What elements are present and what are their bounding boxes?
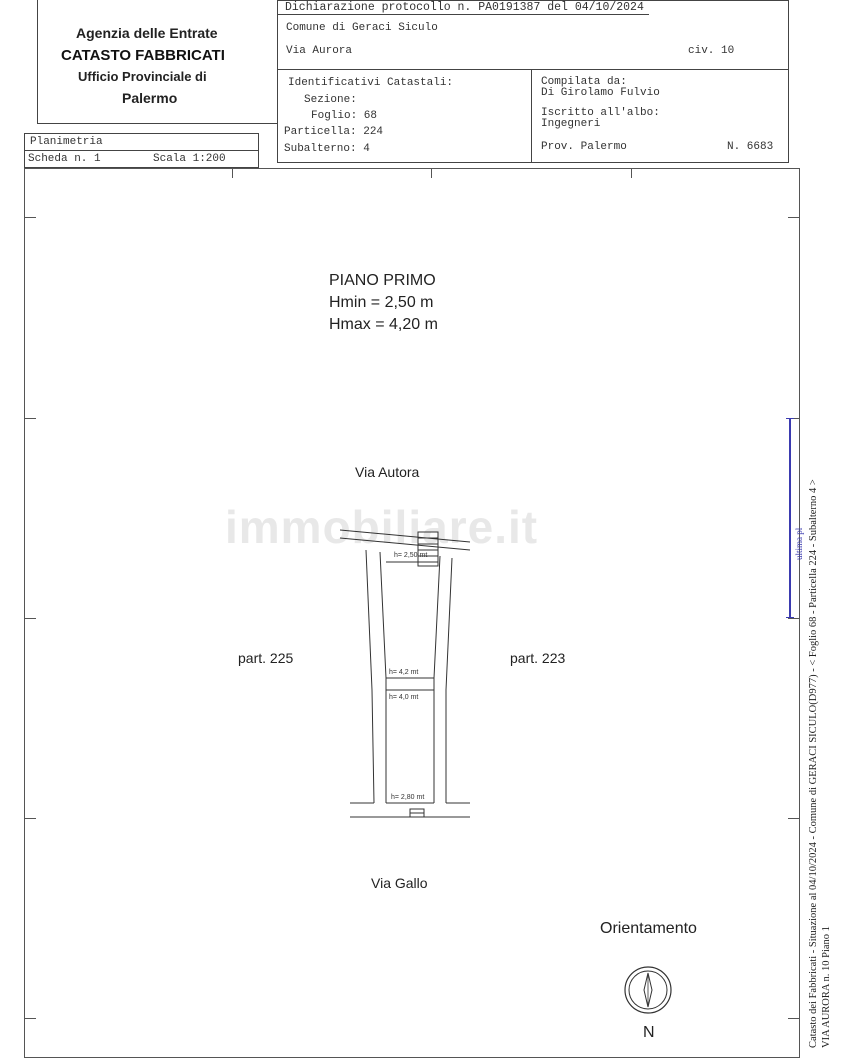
side-stamp: ultima pl	[794, 527, 804, 560]
header-info-divider	[277, 69, 789, 70]
iscritto-label: Iscritto all'albo:	[541, 107, 660, 119]
prov-text: Prov. Palermo	[541, 141, 627, 153]
height-label-2: h= 4,2 mt	[389, 669, 419, 676]
frame-tick	[232, 168, 233, 178]
scala-label: Scala 1:200	[153, 153, 226, 165]
inner-wall-right	[434, 556, 440, 803]
right-parcel-label: part. 223	[510, 650, 566, 666]
compilata-label: Compilata da:	[541, 76, 627, 88]
ident-title: Identificativi Catastali:	[288, 77, 454, 89]
protocol-underline	[277, 14, 649, 15]
foglio-text: Foglio: 68	[311, 110, 378, 122]
scheda-label: Scheda n. 1	[28, 153, 101, 165]
sezione-text: Sezione:	[304, 94, 357, 106]
side-marker-cap	[786, 617, 794, 618]
vertical-address-text: VIA AURORA n. 10 Piano 1	[821, 926, 832, 1048]
frame-tick	[24, 618, 36, 619]
office-city: Palermo	[122, 90, 178, 106]
civico-text: civ. 10	[688, 45, 735, 57]
frame-tick	[24, 818, 36, 819]
frame-tick	[24, 1018, 36, 1019]
header-frame-left	[37, 0, 38, 123]
height-label-1: h= 2,50 mt	[394, 552, 428, 559]
planimetria-label: Planimetria	[30, 136, 103, 148]
office-name: Ufficio Provinciale di	[78, 69, 207, 84]
iscritto-value: Ingegneri	[541, 118, 601, 130]
side-marker-cap	[786, 418, 794, 419]
left-parcel-label: part. 225	[238, 650, 294, 666]
numero-text: N. 6683	[727, 141, 774, 153]
protocol-line	[285, 1, 644, 14]
subalterno-text: Subalterno: 4	[284, 143, 370, 155]
compilata-name: Di Girolamo Fulvio	[541, 87, 660, 99]
vertical-catasto-text: Catasto dei Fabbricati - Situazione al 04/10/2024 - Comune di GERACI SICULO(D977) - < Foglio 68 - Particella 224 - Subalterno 4 >	[808, 479, 819, 1048]
side-marker-bar	[789, 418, 791, 618]
inner-wall-left	[380, 552, 386, 803]
north-label: N	[643, 1024, 655, 1041]
frame-tick	[24, 418, 36, 419]
frame-tick	[24, 217, 36, 218]
street-bottom-label: Via Gallo	[371, 875, 428, 891]
catasto-title: CATASTO FABBRICATI	[61, 47, 225, 64]
frame-tick	[631, 168, 632, 178]
frame-tick	[788, 818, 800, 819]
frame-tick	[431, 168, 432, 178]
via-text: Via Aurora	[286, 45, 353, 57]
frame-tick	[788, 1018, 800, 1019]
comune-text: Comune di Geraci Siculo	[286, 22, 438, 34]
particella-text: Particella: 224	[284, 126, 384, 138]
planimetria-divider	[24, 150, 259, 151]
orientation-label: Orientamento	[600, 920, 697, 937]
floor-title: PIANO PRIMO	[329, 272, 436, 289]
header-info-split	[531, 69, 532, 163]
watermark: immobiliare.it	[225, 501, 539, 553]
height-label-4: h= 2,80 mt	[391, 794, 425, 801]
header-frame-bottom	[37, 123, 277, 124]
outer-wall-right	[446, 558, 452, 803]
height-label-3: h= 4,0 mt	[389, 694, 419, 701]
compass-icon	[623, 965, 673, 1015]
outer-wall-left	[366, 550, 374, 803]
frame-tick	[788, 217, 800, 218]
agency-name: Agenzia delle Entrate	[76, 25, 218, 41]
hmax-text: Hmax = 4,20 m	[329, 316, 438, 333]
hmin-text: Hmin = 2,50 m	[329, 294, 434, 311]
protocol-text: Dichiarazione protocollo n. PA0191387 del 04/10/2024	[285, 1, 644, 14]
street-top-label: Via Autora	[355, 464, 420, 480]
frame-tick	[788, 618, 800, 619]
